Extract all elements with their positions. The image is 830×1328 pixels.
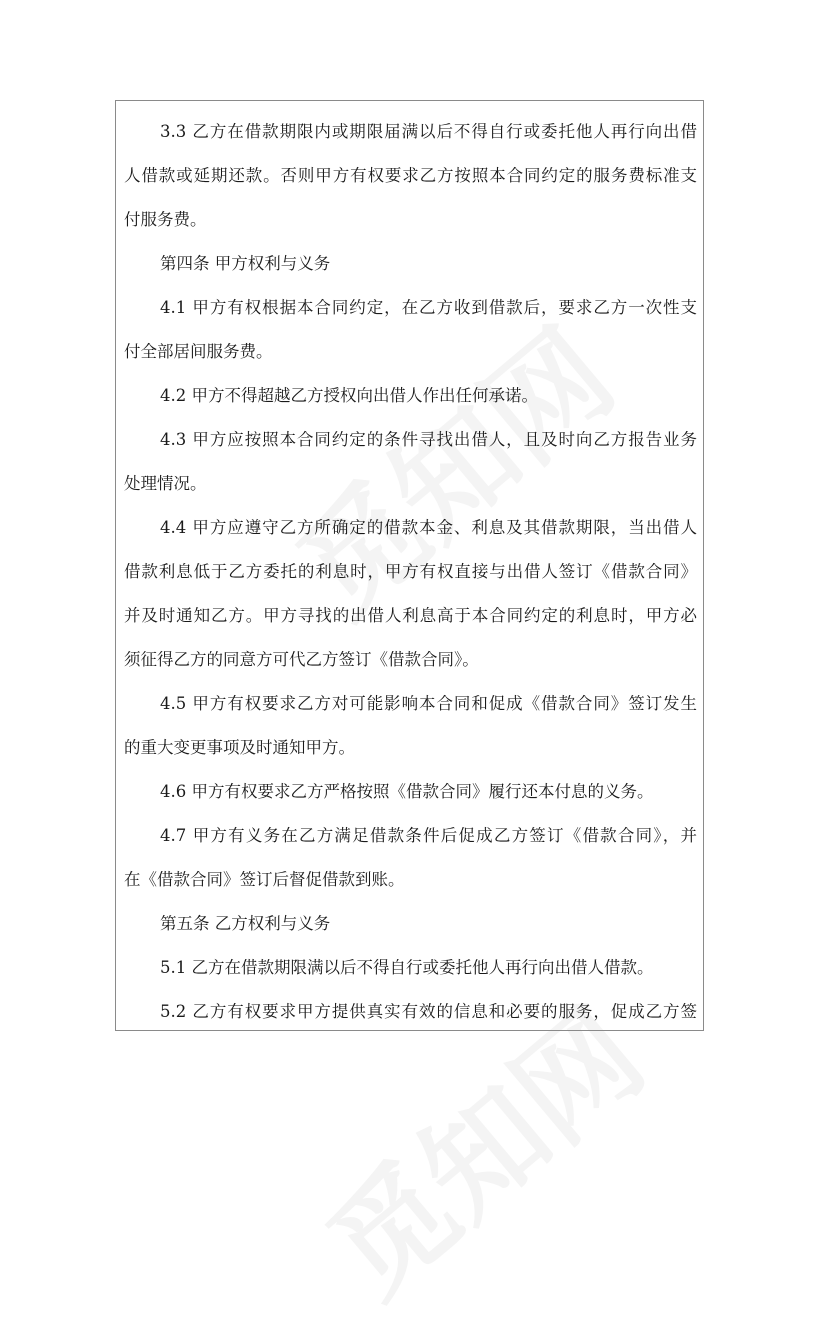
clause-4-1-line-1: 4.1 甲方有权根据本合同约定，在乙方收到借款后，要求乙方一次性支 [160,298,697,317]
clause-4-6: 4.6 甲方有权要求乙方严格按照《借款合同》履行还本付息的义务。 [160,782,654,801]
clause-3-3-line-1: 3.3 乙方在借款期限内或期限届满以后不得自行或委托他人再行向出借 [160,122,697,141]
clause-3-3-line-2: 人借款或延期还款。否则甲方有权要求乙方按照本合同约定的服务费标准支 [124,166,697,185]
clause-4-4-line-1: 4.4 甲方应遵守乙方所确定的借款本金、利息及其借款期限，当出借人 [160,518,697,537]
clause-4-4-line-3: 并及时通知乙方。甲方寻找的出借人利息高于本合同约定的利息时，甲方必 [124,606,697,625]
clause-4-3-line-1: 4.3 甲方应按照本合同约定的条件寻找出借人，且及时向乙方报告业务 [160,430,697,449]
clause-4-3-line-2: 处理情况。 [124,474,207,493]
clause-5-1: 5.1 乙方在借款期限满以后不得自行或委托他人再行向出借人借款。 [160,958,654,977]
clause-3-3-line-3: 付服务费。 [124,210,207,229]
clause-4-7-line-2: 在《借款合同》签订后督促借款到账。 [124,870,405,889]
clause-5-2-line-1: 5.2 乙方有权要求甲方提供真实有效的信息和必要的服务，促成乙方签 [160,1002,697,1021]
clause-4-4-line-2: 借款利息低于乙方委托的利息时，甲方有权直接与出借人签订《借款合同》 [124,562,697,581]
clause-4-2: 4.2 甲方不得超越乙方授权向出借人作出任何承诺。 [160,386,538,405]
clause-4-5-line-2: 的重大变更事项及时通知甲方。 [124,738,355,757]
clause-4-5-line-1: 4.5 甲方有权要求乙方对可能影响本合同和促成《借款合同》签订发生 [160,694,697,713]
clause-4-7-line-1: 4.7 甲方有义务在乙方满足借款条件后促成乙方签订《借款合同》，并 [160,826,697,845]
clause-4-4-line-4: 须征得乙方的同意方可代乙方签订《借款合同》。 [124,650,479,669]
article-4-heading: 第四条 甲方权利与义务 [160,254,331,273]
clause-4-1-line-2: 付全部居间服务费。 [124,342,273,361]
article-5-heading: 第五条 乙方权利与义务 [160,914,331,933]
